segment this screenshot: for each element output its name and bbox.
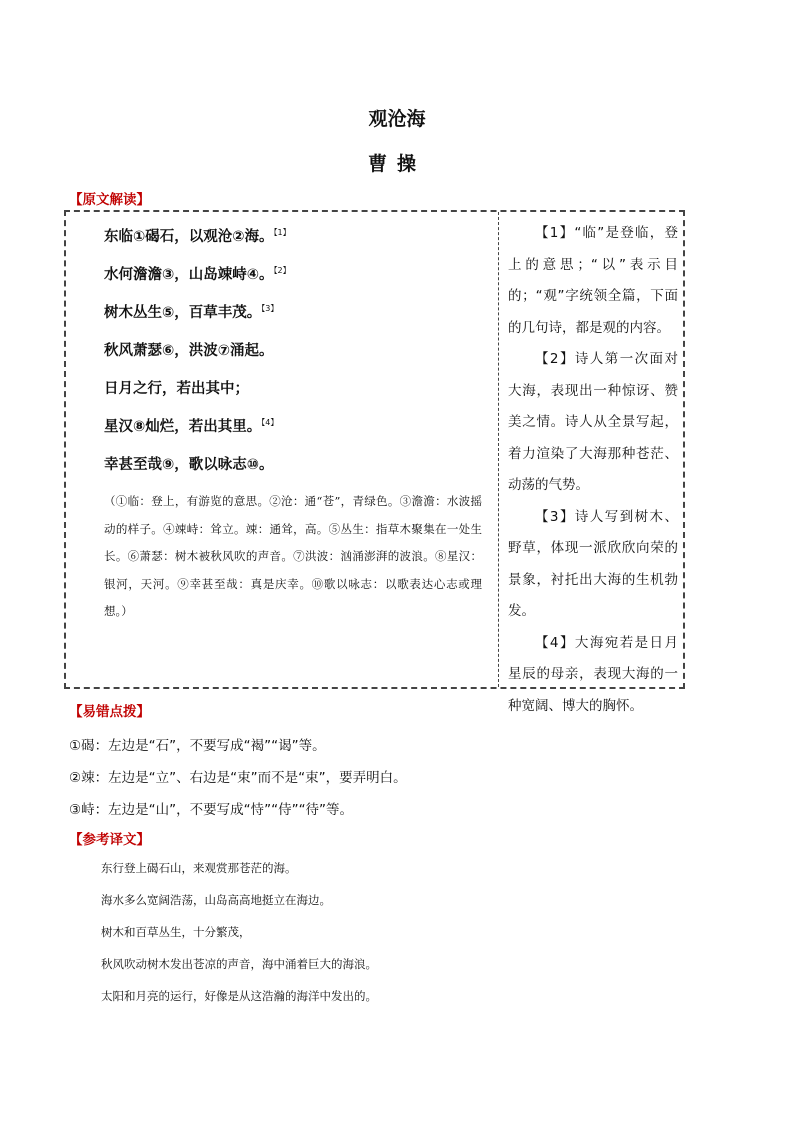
section-heading-translation: 【参考译文】: [69, 832, 150, 848]
poem-line: 水何澹澹③，山岛竦峙④。$^{【2】}$: [104, 266, 291, 283]
translation-line: 海水多么宽阔浩荡，山岛高高地挺立在海边。: [101, 893, 331, 907]
annotation: 【1】“临”是登临，登上的意思；“以”表示目的；“观”字统领全篇，下面的几句诗，都是观的内容。: [508, 225, 678, 336]
error-point: ②竦：左边是“立”、右边是“束”而不是“束”，要弄明白。: [69, 770, 407, 786]
translation-line: 树木和百草丛生，十分繁茂，: [101, 925, 251, 939]
translation-line: 太阳和月亮的运行，好像是从这浩瀚的海洋中发出的。: [101, 989, 377, 1003]
poem-ref: 【4】: [261, 418, 279, 428]
error-point: ①碣：左边是“石”，不要写成“褐”“谒”等。: [69, 738, 326, 754]
annotation: 【3】诗人写到树木、野草，体现一派欣欣向荣的景象，衬托出大海的生机勃发。: [508, 508, 678, 619]
error-point: ③峙：左边是“山”，不要写成“恃”“侍”“待”等。: [69, 802, 354, 818]
translation-line: 东行登上碣石山，来观赏那苍茫的海。: [101, 861, 297, 875]
column-divider: [498, 212, 499, 687]
annotation-column: [508, 218, 678, 722]
poem-ref: 【3】: [261, 304, 279, 314]
poem-notes: （①临：登上，有游览的意思。②沧：通“苍”，青绿色。③澹澹：水波摇动的样子。④竦峙：耸立。竦：通耸，高。⑤丛生：指草木聚集在一处生长。⑥萧瑟：树木被秋风吹的声音。⑦洪波：汹涌澎湃的波浪。⑧星汉：银河，天河。⑨幸甚至哉：真是庆幸。⑩歌以咏志：以歌表达心志或理想。）: [104, 494, 482, 618]
poem-ref: 【2】: [273, 266, 291, 276]
annotation: 【4】大海宛若是日月星辰的母亲，表现大海的一种宽阔、博大的胸怀。: [508, 634, 678, 714]
annotation: 【2】诗人第一次面对大海，表现出一种惊讶、赞美之情。诗人从全景写起，着力渲染了大海那种苍茫、动荡的气势。: [508, 351, 678, 493]
poem-line: 幸甚至哉⑨，歌以咏志⑩。: [104, 457, 274, 473]
poem-line: 树木丛生⑤，百草丰茂。$^{【3】}$: [104, 304, 279, 321]
poem-line: 星汉⑧灿烂，若出其里。$^{【4】}$: [104, 418, 279, 435]
poem-ref: 【1】: [273, 228, 291, 238]
author: 曹操: [367, 153, 426, 175]
page-title: 观沧海: [368, 108, 426, 130]
poem-line: 东临①碣石，以观沧②海。$^{【1】}$: [104, 228, 291, 245]
poem-line: 日月之行，若出其中；: [104, 381, 249, 397]
poem-line: 秋风萧瑟⑥，洪波⑦涌起。: [104, 343, 274, 359]
section-heading-original: 【原文解读】: [69, 192, 150, 208]
translation-line: 秋风吹动树木发出苍凉的声音，海中涌着巨大的海浪。: [101, 957, 377, 971]
section-heading-errors: 【易错点拨】: [69, 704, 150, 720]
